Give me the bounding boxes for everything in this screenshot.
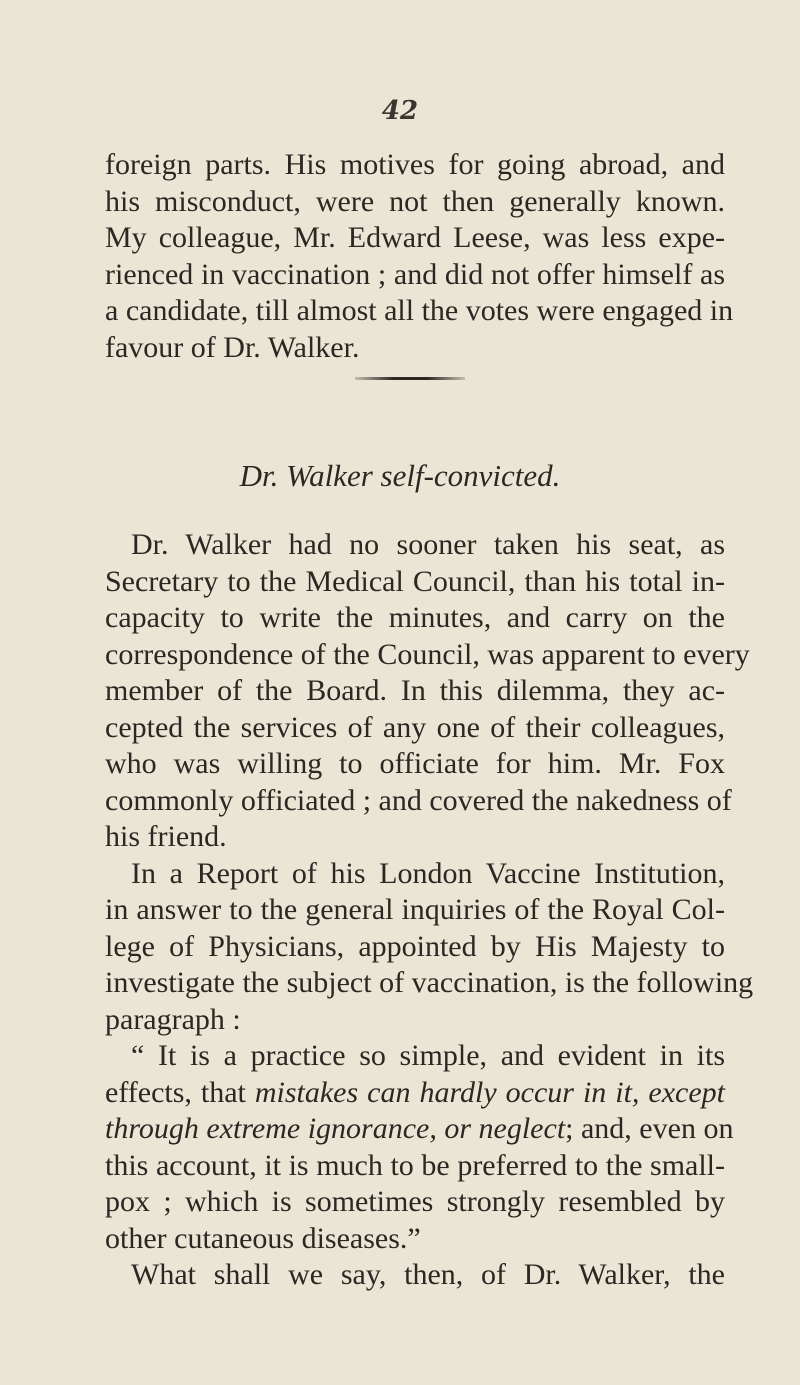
text-line	[105, 1075, 725, 1112]
text-line: cepted the services of any one of their colleagues,	[105, 710, 725, 744]
italic-run: through extreme ignorance, or neglect	[105, 1112, 566, 1145]
text-line: his misconduct, were not then generally known.	[105, 184, 725, 218]
text-line: Dr. Walker had no sooner taken his seat, as	[131, 528, 725, 561]
text-line: Secretary to the Medical Council, than his total in-	[105, 564, 725, 598]
text-run: ; and, even on	[565, 1112, 734, 1145]
text-line: his friend.	[105, 820, 227, 853]
text-line: in answer to the general inquiries of the Royal Col-	[105, 893, 725, 926]
section-heading: Dr. Walker self-convicted.	[239, 458, 561, 493]
text-line: commonly officiated ; and covered the nakedness of	[105, 783, 732, 817]
text-line: pox ; which is sometimes strongly resembled by	[105, 1185, 725, 1218]
text-line: this account, it is much to be preferred to the small-	[105, 1148, 725, 1182]
text-line: lege of Physicians, appointed by His Majesty to	[105, 929, 725, 963]
italic-run: mistakes can hardly occur in it, except	[254, 1075, 726, 1109]
text-line: foreign parts. His motives for going abroad, and	[105, 148, 725, 181]
text-line: capacity to write the minutes, and carry on the	[105, 601, 725, 634]
page-number: 42	[381, 96, 419, 126]
text-line: correspondence of the Council, was apparent to every	[105, 637, 750, 671]
text-line: who was willing to officiate for him. Mr. Fox	[105, 747, 725, 780]
text-line	[105, 1111, 734, 1148]
paragraph-main	[105, 527, 754, 1294]
text-line: member of the Board. In this dilemma, they ac-	[105, 674, 725, 707]
section-divider	[355, 377, 465, 380]
text-line: paragraph :	[105, 1002, 241, 1036]
paragraph-intro	[105, 147, 734, 366]
text-line: rienced in vaccination ; and did not offer himself as	[105, 257, 725, 291]
text-line: What shall we say, then, of Dr. Walker, the	[131, 1258, 725, 1291]
text-line: “ It is a practice so simple, and evident in its	[131, 1039, 725, 1072]
text-line: a candidate, till almost all the votes were engaged in	[105, 294, 734, 327]
text-line: other cutaneous diseases.”	[105, 1221, 421, 1255]
text-line: In a Report of his London Vaccine Institution,	[131, 856, 725, 890]
text-run: effects, that	[105, 1075, 255, 1109]
text-line: investigate the subject of vaccination, is the following	[105, 966, 754, 999]
text-line: favour of Dr. Walker.	[105, 330, 360, 364]
text-line: My colleague, Mr. Edward Leese, was less expe-	[105, 221, 725, 254]
